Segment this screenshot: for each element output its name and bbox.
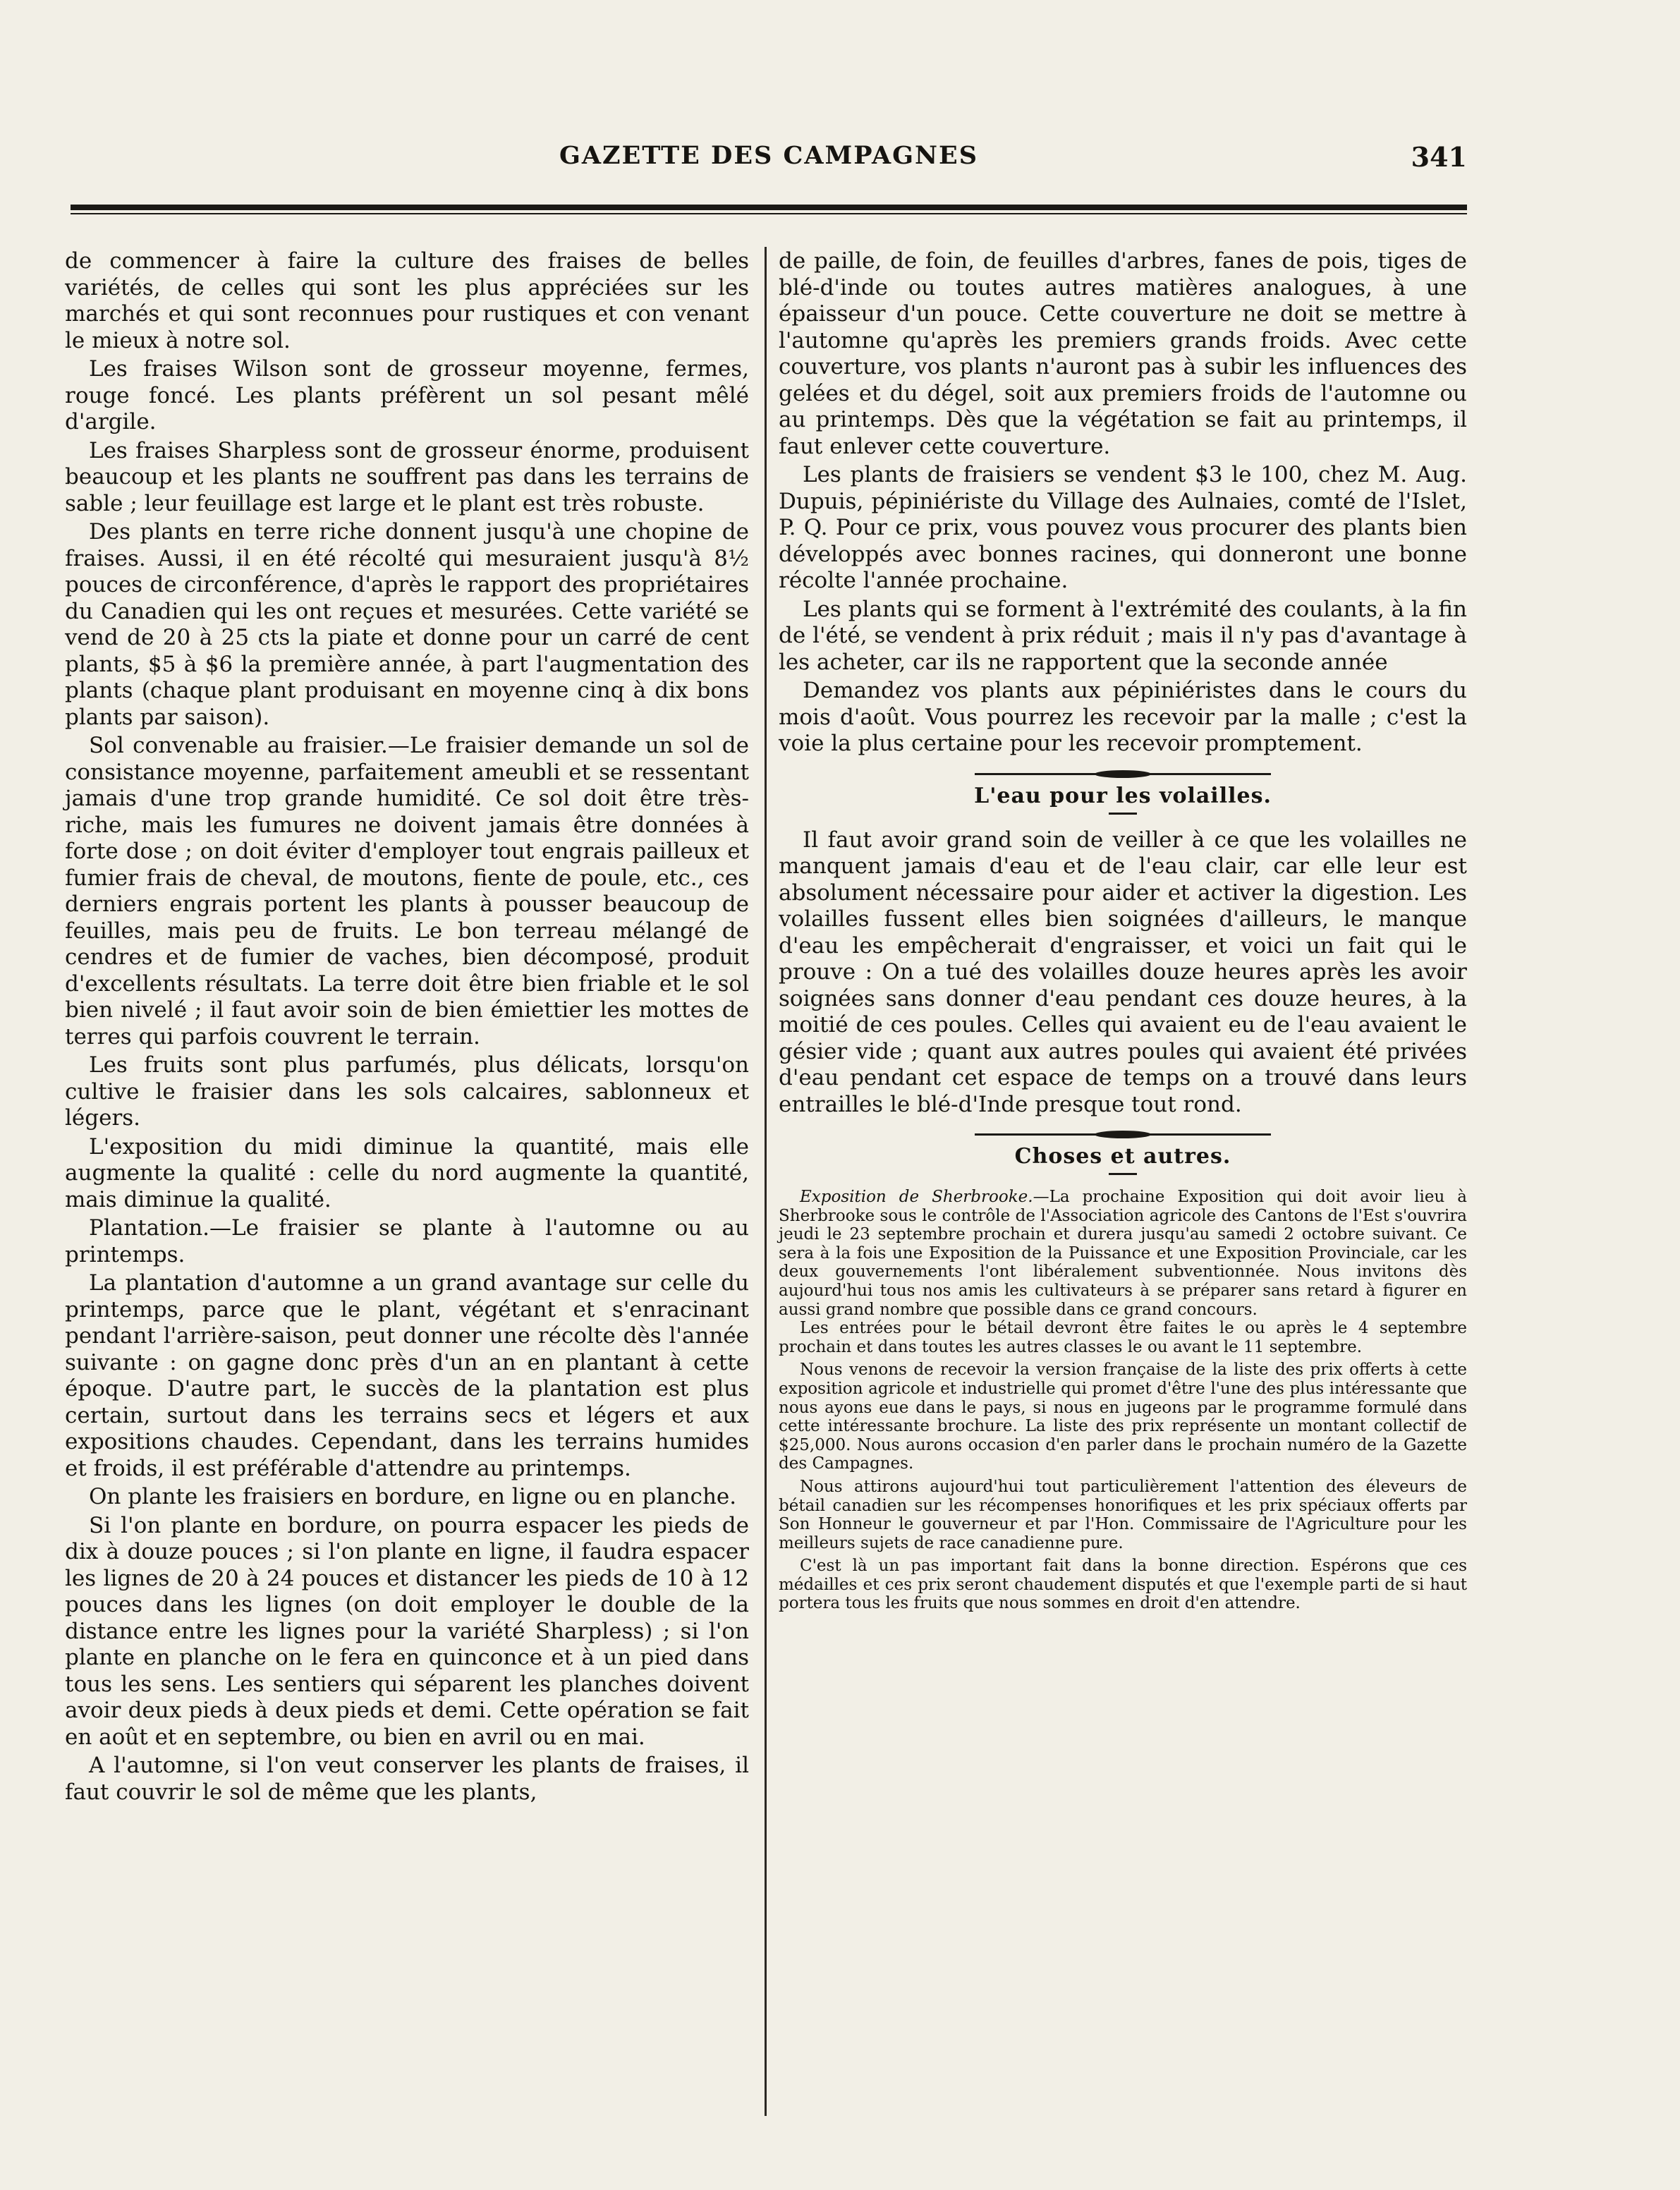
header-rule-thin (71, 213, 1467, 214)
news-paragraph: Nous attirons aujourd'hui tout particulièrement l'attention des éleveurs de bétail canadien sur les récompenses honorifiques et les prix spéciaux offerts par Son Honneur le gouverneur et par l'Hon. Commissaire de l'Agriculture pour les meilleurs sujets de race canadienne pure. (779, 1477, 1467, 1552)
paragraph: Sol convenable au fraisier.—Le fraisier demande un sol de consistance moyenne, parfaitement ameubli et se ressentant jamais d'une trop grande humidité. Ce sol doit être très-riche, mais les fumures ne doivent jamais être données à forte dose ; on doit éviter d'employer tout engrais pailleux et fumier frais de cheval, de moutons, fiente de poule, etc., ces derniers engrais portent les plants à pousser beaucoup de feuilles, mais peu de fruits. Le bon terreau mélangé de cendres et de fumier de vaches, bien décomposé, produit d'excellents résultats. La terre doit être bien friable et le sol bien nivelé ; il faut avoir soin de bien émiettier les mottes de terres qui parfois couvrent le terrain. (65, 733, 749, 1050)
section-heading: Choses et autres. (1014, 1144, 1231, 1169)
paragraph: Si l'on plante en bordure, on pourra espacer les pieds de dix à douze pouces ; si l'on plante en ligne, il faudra espacer les lignes de 20 à 24 pouces et distancer les pieds de 10 à 12 pouces dans les lignes (on doit employer le double de la distance entre les lignes pour la variété Sharpless) ; si l'on plante en planche on le fera en quinconce et à un pied dans tous les sens. Les sentiers qui séparent les planches doivent avoir deux pieds à deux pieds et demi. Cette opération se fait en août et en septembre, ou bien en avril ou en mai. (65, 1512, 749, 1750)
news-paragraph (779, 1188, 1467, 1319)
section-divider (975, 1133, 1271, 1136)
paragraph: On plante les fraisiers en bordure, en ligne ou en planche. (89, 1484, 737, 1509)
paragraph: Des plants en terre riche donnent jusqu'à une chopine de fraises. Aussi, il en été récolté qui mesuraient jusqu'à 8½ pouces de circonférence, d'après le rapport des propriétaires du Canadien qui les ont reçues et mesurées. Cette variété se vend de 20 à 25 cts la piate et donne pour un carré de cent plants, $5 à $6 la première année, à part l'augmentation des plants (chaque plant produisant en moyenne cinq à dix bons plants par saison). (65, 519, 749, 730)
page-number: 341 (1411, 141, 1467, 173)
publication-title: GAZETTE DES CAMPAGNES (559, 141, 978, 170)
news-paragraph: Les entrées pour le bétail devront être faites le ou après le 4 septembre prochain et dans toutes les autres classes le ou avant le 11 septembre. (779, 1319, 1467, 1356)
news-paragraph: C'est là un pas important fait dans la bonne direction. Espérons que ces médailles et ces prix seront chaudement disputés et que l'exemple parti de si haut portera tous les fruits que nous sommes en droit d'en attendre. (779, 1557, 1467, 1613)
paragraph: La plantation d'automne a un grand avantage sur celle du printemps, parce que le plant, végétant et s'enracinant pendant l'arrière-saison, peut donner une récolte dès l'année suivante : on gagne donc près d'un an en plantant à cette époque. D'autre part, le succès de la plantation est plus certain, surtout dans les terrains secs et légers et aux expositions chaudes. Cependant, dans les terrains humides et froids, il est préférable d'attendre au printemps. (65, 1270, 749, 1481)
header-rule (71, 205, 1467, 210)
section-heading: L'eau pour les volailles. (974, 783, 1272, 808)
heading-dash (1109, 813, 1137, 815)
paragraph: A l'automne, si l'on veut conserver les plants de fraises, il faut couvrir le sol de même que les plants, (65, 1753, 749, 1805)
paragraph: Les fraises Wilson sont de grosseur moyenne, fermes, rouge foncé. Les plants préfèrent un sol pesant mêlé d'argile. (65, 356, 749, 434)
paragraph: de paille, de foin, de feuilles d'arbres, fanes de pois, tiges de blé-d'inde ou toutes autres matières analogues, à une épaisseur d'un pouce. Cette couverture ne doit se mettre à l'automne qu'après les premiers grands froids. Avec cette couverture, vos plants n'auront pas à subir les influences des gelées et du dégel, soit aux premiers froids de l'automne ou au printemps. Dès que la végétation se fait au printemps, il faut enlever cette couverture. (779, 248, 1467, 459)
news-lead: Exposition de Sherbrooke. (800, 1188, 1033, 1206)
paragraph: Les fruits sont plus parfumés, plus délicats, lorsqu'on cultive le fraisier dans les sols calcaires, sablonneux et légers. (65, 1052, 749, 1131)
paragraph: Les plants qui se forment à l'extrémité des coulants, à la fin de l'été, se vendent à prix réduit ; mais il n'y pas d'avantage à les acheter, car ils ne rapportent que la seconde année (779, 596, 1467, 675)
paragraph: Les plants de fraisiers se vendent $3 le 100, chez M. Aug. Dupuis, pépiniériste du Village des Aulnaies, comté de l'Islet, P. Q. Pour ce prix, vous pouvez vous procurer des plants bien développés avec bonnes racines, qui donneront une bonne récolte l'année prochaine. (779, 462, 1467, 593)
column-separator (765, 247, 767, 2116)
page-header (71, 141, 1467, 183)
paragraph: Les fraises Sharpless sont de grosseur énorme, produisent beaucoup et les plants ne souffrent pas dans les terrains de sable ; leur feuillage est large et le plant est très robuste. (65, 437, 749, 516)
news-text: —La prochaine Exposition qui doit avoir lieu à Sherbrooke sous le contrôle de l'Association agricole des Cantons de l'Est s'ouvrira jeudi le 23 septembre prochain et durera jusqu'au samedi 2 octobre suivant. Ce sera à la fois une Exposition de la Puissance et une Exposition Provinciale, car les deux gouvernements l'ont libéralement subventionnée. Nous invitons dès aujourd'hui tous nos amis les cultivateurs à se préparer sans retard à figurer en aussi grand nombre que possible dans ce grand concours. (779, 1188, 1468, 1319)
paragraph: Plantation.—Le fraisier se plante à l'automne ou au printemps. (65, 1215, 749, 1267)
news-items (779, 1188, 1467, 1613)
right-column (779, 248, 1467, 1617)
article-continuation (779, 248, 1467, 758)
paragraph: Demandez vos plants aux pépiniéristes dans le cours du mois d'août. Vous pourrez les recevoir par la malle ; c'est la voie la plus certaine pour les recevoir promptement. (779, 678, 1467, 756)
left-column (65, 248, 749, 1808)
heading-dash (1109, 1173, 1137, 1175)
paragraph: L'exposition du midi diminue la quantité, mais elle augmente la qualité : celle du nord augmente la quantité, mais diminue la qualité. (65, 1133, 749, 1212)
paragraph: de commencer à faire la culture des fraises de belles variétés, de celles qui sont les plus appréciées sur les marchés et qui sont reconnues pour rustiques et con venant le mieux à notre sol. (65, 248, 749, 353)
paragraph: Il faut avoir grand soin de veiller à ce que les volailles ne manquent jamais d'eau et de l'eau clair, car elle leur est absolument nécessaire pour aider et activer la digestion. Les volailles fussent elles bien soignées d'ailleurs, le manque d'eau les empêcherait d'engraisser, et voici un fait qui le prouve : On a tué des volailles douze heures après les avoir soignées sans donner d'eau pendant ces douze heures, à la moitié de ces poules. Celles qui avaient eu de l'eau avaient le gésier vide ; quant aux autres poules qui avaient été privées d'eau pendant cet espace de temps on a trouvé dans leurs entrailles le blé-d'Inde presque tout rond. (779, 827, 1467, 1117)
news-paragraph: Nous venons de recevoir la version française de la liste des prix offerts à cette exposition agricole et industrielle qui promet d'être l'une des plus intéressante que nous ayons eue dans le pays, si nous en jugeons par le programme formulé dans cette intéressante brochure. La liste des prix représente un montant collectif de $25,000. Nous aurons occasion d'en parler dans le prochain numéro de la Gazette des Campagnes. (779, 1361, 1467, 1473)
section-divider (975, 773, 1271, 775)
